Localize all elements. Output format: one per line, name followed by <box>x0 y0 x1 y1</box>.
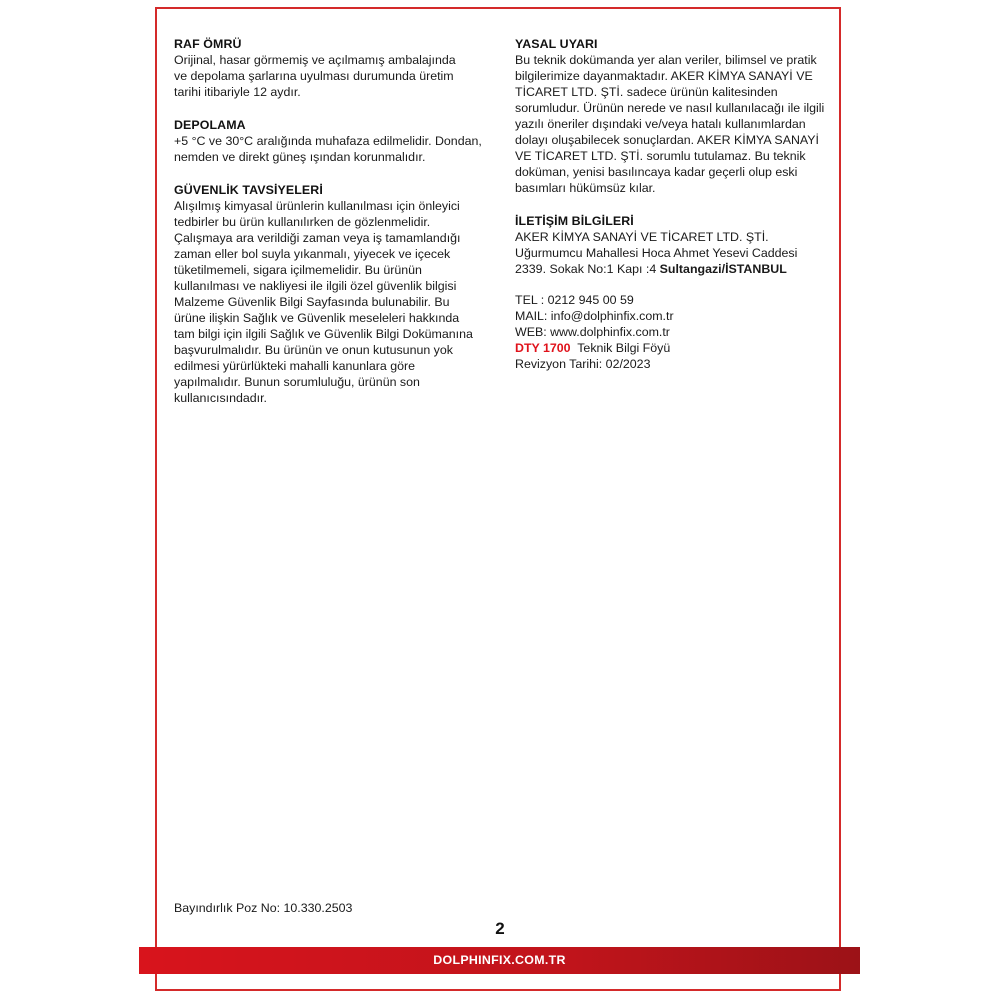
shelf-life-heading: RAF ÖMRÜ <box>174 37 242 51</box>
legal-text-line: doküman, yenisi basılıncaya kadar geçerli olup eski <box>515 165 798 179</box>
poz-number: Bayındırlık Poz No: 10.330.2503 <box>174 901 353 915</box>
footer-band <box>139 947 860 974</box>
storage-text-line: +5 °C ve 30°C aralığında muhafaza edilmelidir. Dondan, <box>174 134 482 148</box>
safety-text-line: tüketilmemeli, sigara içilmemelidir. Bu ürünün <box>174 263 422 277</box>
product-code: DTY 1700 <box>515 341 571 355</box>
left-column <box>174 36 494 423</box>
safety-text-line: kullanılması ve nakliyesi ile ilgili özel güvenlik bilgisi <box>174 279 457 293</box>
address-line <box>515 261 835 277</box>
legal-text-line: VE TİCARET LTD. ŞTİ. sorumlu tutulamaz. Bu teknik <box>515 149 806 163</box>
legal-text-line: Bu teknik dokümanda yer alan veriler, bilimsel ve pratik <box>515 53 817 67</box>
shelf-life-text-line: tarihi itibariyle 12 aydır. <box>174 85 301 99</box>
address-city: İSTANBUL <box>725 262 787 276</box>
storage-heading: DEPOLAMA <box>174 118 246 132</box>
address-line: Uğurmumcu Mahallesi Hoca Ahmet Yesevi Caddesi <box>515 246 798 260</box>
storage-text-line: nemden ve direkt güneş ışından korunmalıdır. <box>174 150 426 164</box>
shelf-life-text-line: Orijinal, hasar görmemiş ve açılmamış ambalajında <box>174 53 456 67</box>
shelf-life-section <box>174 36 494 100</box>
document-type: Teknik Bilgi Föyü <box>570 341 671 355</box>
website-address: WEB: www.dolphinfix.com.tr <box>515 325 670 339</box>
contact-spacer <box>515 277 835 292</box>
legal-text-line: TİCARET LTD. ŞTİ. sadece ürünün kalitesinden <box>515 85 778 99</box>
legal-heading: YASAL UYARI <box>515 37 598 51</box>
page-number: 2 <box>495 919 505 938</box>
safety-text-line: tedbirler bu ürün kullanılırken de gözlenmelidir. <box>174 215 431 229</box>
safety-text-line: tam bilgi için ilgili Sağlık ve Güvenlik Bilgi Dokümanına <box>174 327 473 341</box>
address-separator: / <box>721 262 726 276</box>
storage-section <box>174 117 494 165</box>
safety-text-line: ürüne ilişkin Sağlık ve Güvenlik meseleleri hakkında <box>174 311 460 325</box>
legal-text-line: yazılı öneriler dışındaki ve/veya hatalı kullanımlardan <box>515 117 806 131</box>
address-street: 2339. Sokak No:1 Kapı :4 <box>515 262 660 276</box>
safety-text-line: başvurulmalıdır. Bu ürünün ve onun kutusunun yok <box>174 343 453 357</box>
legal-text-line: sorumludur. Ürünün nerede ve nasıl kullanılacağı ile ilgili <box>515 101 825 115</box>
safety-text-line: edilmesi yürürlükteki mahalli kanunlara göre <box>174 359 416 373</box>
address-district: Sultangazi <box>659 262 722 276</box>
safety-text-line: kullanıcısındadır. <box>174 391 267 405</box>
legal-text-line: bilgilerimize dayanmaktadır. AKER KİMYA SANAYİ VE <box>515 69 813 83</box>
safety-text-line: Alışılmış kimyasal ürünlerin kullanılması için önleyici <box>174 199 460 213</box>
safety-text-line: yapılmalıdır. Bunun sorumluluğu, ürünün son <box>174 375 420 389</box>
right-column <box>515 36 835 389</box>
legal-text-line: basımları hükümsüz kılar. <box>515 181 656 195</box>
safety-heading: GÜVENLİK TAVSİYELERİ <box>174 183 323 197</box>
safety-text-line: Çalışmaya ara verildiği zaman veya iş tamamlandığı <box>174 231 461 245</box>
company-name: AKER KİMYA SANAYİ VE TİCARET LTD. ŞTİ. <box>515 230 769 244</box>
contact-section <box>515 213 835 372</box>
email-address: MAIL: info@dolphinfix.com.tr <box>515 309 674 323</box>
footer-website-link[interactable]: DOLPHINFIX.COM.TR <box>433 953 566 967</box>
revision-date: Revizyon Tarihi: 02/2023 <box>515 357 651 371</box>
safety-section <box>174 182 494 406</box>
contact-heading: İLETİŞİM BİLGİLERİ <box>515 214 634 228</box>
legal-text-line: dolayı oluşabilecek sonuçlardan. AKER KİMYA SANAYİ <box>515 133 819 147</box>
legal-section <box>515 36 835 196</box>
shelf-life-text-line: ve depolama şarlarına uyulması durumunda üretim <box>174 69 454 83</box>
document-title <box>515 340 835 356</box>
safety-text-line: Malzeme Güvenlik Bilgi Sayfasında bulunabilir. Bu <box>174 295 450 309</box>
safety-text-line: zaman eller bol suyla yıkanmalı, yiyecek ve içecek <box>174 247 451 261</box>
phone-number: TEL : 0212 945 00 59 <box>515 293 634 307</box>
